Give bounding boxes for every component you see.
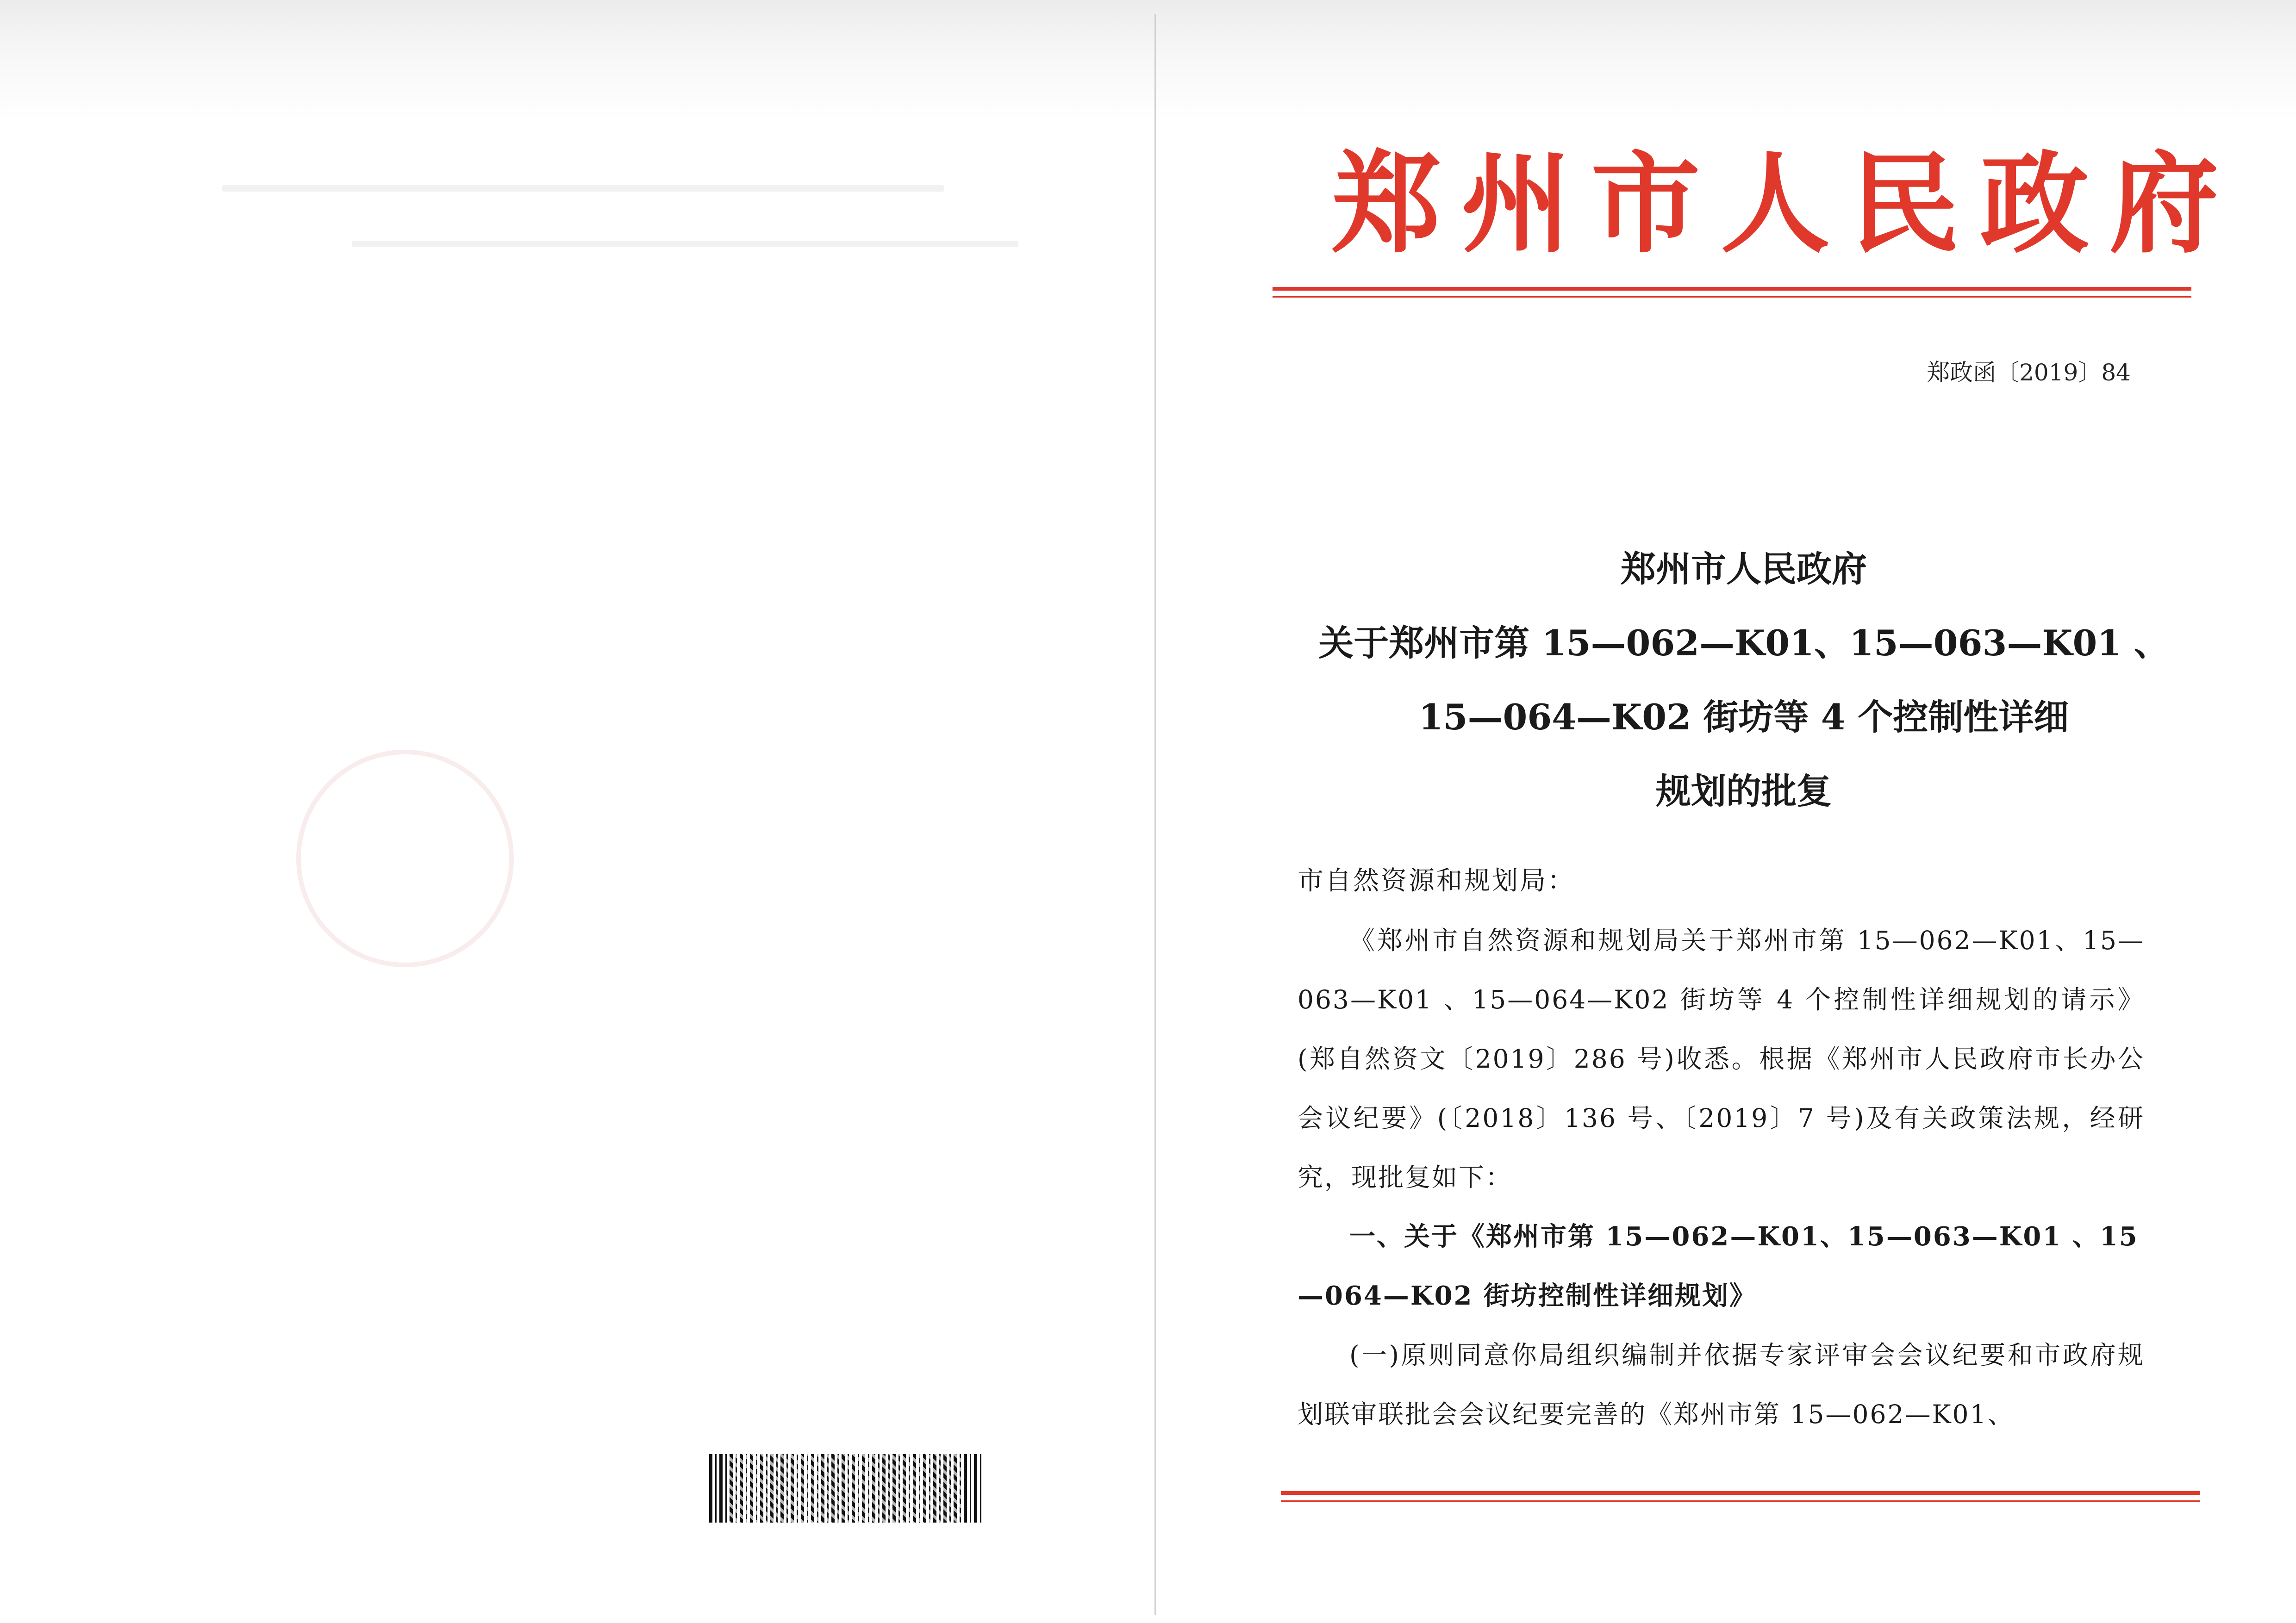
document-number: 郑政函〔2019〕84 xyxy=(1927,359,2131,386)
document-title xyxy=(1290,532,2197,828)
document-body xyxy=(1298,852,2145,1444)
title-line-3: 15—064—K02 街坊等 4 个控制性详细 xyxy=(1418,696,2069,738)
show-through-seal xyxy=(296,750,514,967)
title-line-2: 关于郑州市第 15—062—K01、15—063—K01 、 xyxy=(1318,622,2169,664)
section-heading-1: 一、关于《郑州市第 15—062—K01、15—063—K01 、15—064—K02 街坊控制性详细规划》 xyxy=(1298,1221,2139,1311)
show-through-line xyxy=(222,185,944,192)
paragraph-approval: (一)原则同意你局组织编制并依据专家评审会会议纪要和市政府规划联审联批会会议纪要完善的《郑州市第 15—062—K01、 xyxy=(1298,1340,2145,1429)
title-line-1: 郑州市人民政府 xyxy=(1621,548,1867,590)
paragraph-request-reply: 《郑州市自然资源和规划局关于郑州市第 15—062—K01、15—063—K01 、15—064—K02 街坊等 4 个控制性详细规划的请示》(郑自然资文〔2019〕286 号)收悉。根据《郑州市人民政府市长办公会议纪要》(〔2018〕136 号、〔2019〕7 号)及有关政策法规，经研究，现批复如下： xyxy=(1298,926,2145,1192)
show-through-line xyxy=(352,241,1018,247)
footer-red-rule xyxy=(1281,1491,2200,1502)
masthead: 郑州市人民政府 xyxy=(1332,139,2240,268)
salutation: 市自然资源和规划局： xyxy=(1298,866,1575,896)
barcode-icon xyxy=(709,1454,982,1523)
masthead-red-rule xyxy=(1273,287,2191,298)
right-page xyxy=(1156,0,2296,1623)
title-line-4: 规划的批复 xyxy=(1656,771,1832,812)
